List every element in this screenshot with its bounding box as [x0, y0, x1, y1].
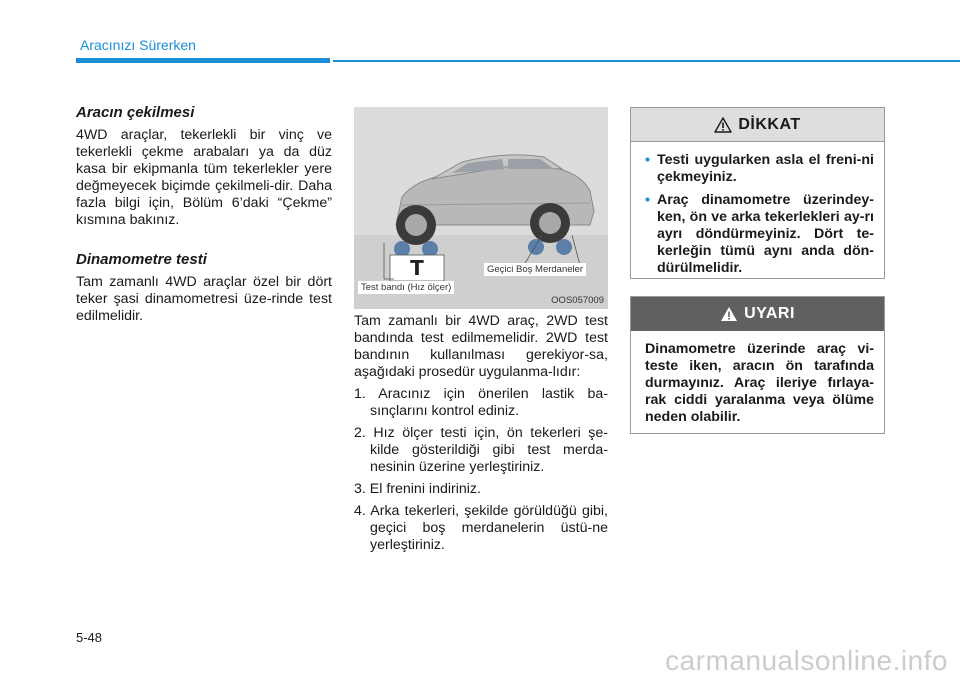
procedure-step: 4. Arka tekerleri, şekilde görüldüğü gibi, geçici boş merdanelerin üstü-ne yerleştiriniz.: [354, 503, 608, 553]
caution-header: [631, 108, 884, 142]
procedure-step: 1. Aracınız için önerilen lastik ba-sınçlarını kontrol ediniz.: [354, 386, 608, 419]
header-rule-thick: [76, 58, 330, 63]
watermark: carmanualsonline.info: [665, 645, 948, 676]
towing-paragraph: 4WD araçlar, tekerlekli bir vinç ve tekerlekli çekme arabaları ya da düz kasa bir ekipmanla tüm tekerlekler yere değmeyecek biçimde çekilmeli-dir. Daha fazla bilgi için, Bölüm 6’daki “Çekme” kısmına bakınız.: [76, 127, 332, 228]
caution-bullet: • Araç dinamometre üzerindey-ken, ön ve arka tekerlekleri ay-rı ayrı döndürmeyiniz. Dört te-kerleğin tümü aynı anda dön-dürülmelidir.: [645, 192, 874, 276]
figure-code: OOS057009: [551, 295, 604, 306]
dyno-heading: Dinamometre testi: [76, 251, 207, 268]
page-number: 5-48: [76, 630, 103, 645]
warning-title: UYARI: [744, 305, 795, 322]
dynamometer-figure: [354, 107, 608, 309]
svg-text:T: T: [410, 256, 424, 280]
caution-title: DİKKAT: [738, 115, 801, 133]
warning-text: Dinamometre üzerinde araç vi-teste iken, aracın ön tarafında durmayınız. Araç ileriye fırlaya-rak ciddi yaralanma veya ölüme neden olabilir.: [645, 341, 874, 425]
caution-triangle-icon: [714, 117, 732, 133]
procedure-intro: Tam zamanlı bir 4WD araç, 2WD test bandında test edilmemelidir. 2WD test bandının kullanılması gerekiyor-sa, aşağıdaki prosedür uygulanma-lıdır:: [354, 313, 608, 380]
roller-label: Geçici Boş Merdaneler: [484, 263, 586, 276]
middle-column: [354, 313, 608, 554]
dyno-paragraph: Tam zamanlı 4WD araçlar özel bir dört teker şasi dinamometresi üze-rinde test edilmelidir.: [76, 274, 332, 324]
warning-box: [630, 296, 885, 434]
procedure-step: 2. Hız ölçer testi için, ön tekerleri şe-kilde gösterildiği gibi test merda-nesinin üzerine yerleştiriniz.: [354, 425, 608, 475]
caution-bullet: • Testi uygularken asla el freni-ni çekmeyiniz.: [645, 152, 874, 185]
warning-triangle-icon: [720, 306, 738, 322]
speedometer-label: Test bandı (Hız ölçer): [358, 281, 454, 294]
left-column: [76, 104, 332, 325]
section-header-title: Aracınızı Sürerken: [80, 37, 196, 53]
header-rule-thin: [333, 60, 960, 62]
procedure-step: 3. El frenini indiriniz.: [354, 481, 481, 497]
warning-header: [631, 297, 884, 331]
caution-box: [630, 107, 885, 279]
car-on-rollers-illustration: [354, 107, 608, 309]
towing-heading: Aracın çekilmesi: [76, 104, 195, 121]
